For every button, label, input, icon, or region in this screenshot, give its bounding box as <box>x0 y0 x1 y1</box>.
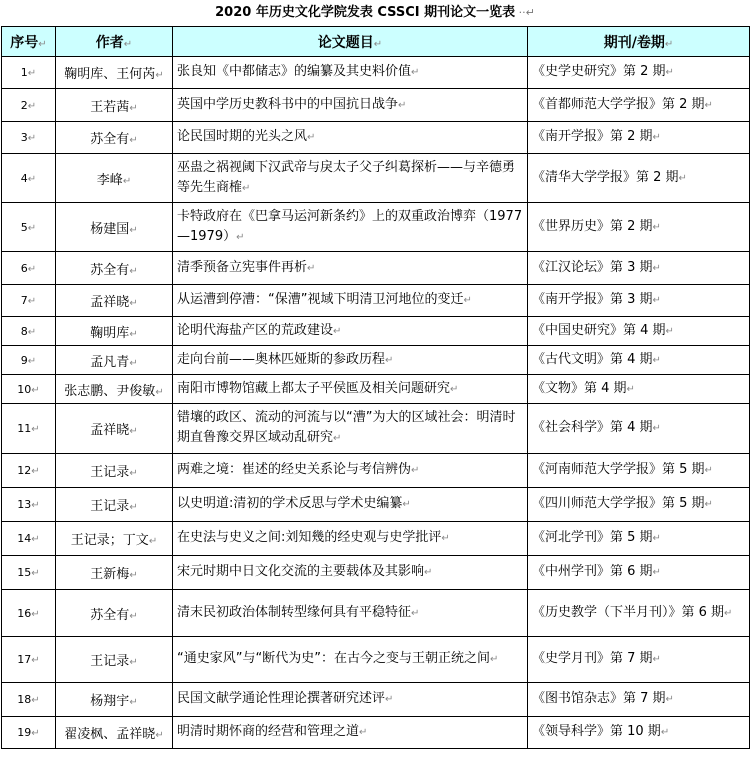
cell-journal: 《江汉论坛》第 3 期↵ <box>528 252 750 285</box>
table-title: 2020 年历史文化学院发表 CSSCI 期刊论文一览表 ··↵ <box>215 5 535 20</box>
table-row <box>2 683 750 717</box>
cell-title: 走向台前——奥林匹娅斯的参政历程↵ <box>173 346 528 375</box>
cell-title: 论民国时期的光头之风↵ <box>173 122 528 154</box>
cell-number: 10↵ <box>2 375 56 404</box>
cell-title: 清季预备立宪事件再析↵ <box>173 252 528 285</box>
cell-title: 以史明道:清初的学术反思与学术史编纂↵ <box>173 488 528 522</box>
table-row <box>2 375 750 404</box>
cell-journal: 《四川师范大学学报》第 5 期↵ <box>528 488 750 522</box>
cell-author: 鞠明库、王何芮↵ <box>56 57 173 89</box>
cell-number: 16↵ <box>2 590 56 637</box>
cell-journal: 《清华大学学报》第 2 期↵ <box>528 154 750 203</box>
cell-author: 王记录↵ <box>56 454 173 488</box>
cell-number: 7↵ <box>2 285 56 317</box>
table-row <box>2 522 750 556</box>
header-author: 作者↵ <box>56 27 173 57</box>
cell-number: 1↵ <box>2 57 56 89</box>
table-row <box>2 203 750 252</box>
cell-title: 南阳市博物馆藏上都太子平侯匜及相关问题研究↵ <box>173 375 528 404</box>
header-journal: 期刊/卷期↵ <box>528 27 750 57</box>
header-title: 论文题目↵ <box>173 27 528 57</box>
cell-title: 卡特政府在《巴拿马运河新条约》上的双重政治博弈（1977—1979）↵ <box>173 203 528 252</box>
table-row <box>2 57 750 89</box>
cell-title: 明清时期怀商的经营和管理之道↵ <box>173 717 528 749</box>
cell-author: 杨建国↵ <box>56 203 173 252</box>
cell-number: 19↵ <box>2 717 56 749</box>
paragraph-mark: ·· <box>515 6 526 19</box>
table-row <box>2 346 750 375</box>
table-row <box>2 637 750 683</box>
table-row <box>2 717 750 749</box>
cell-journal: 《史学月刊》第 7 期↵ <box>528 637 750 683</box>
cell-number: 3↵ <box>2 122 56 154</box>
header-row <box>2 27 750 57</box>
cell-author: 孟祥晓↵ <box>56 404 173 454</box>
cell-journal: 《南开学报》第 2 期↵ <box>528 122 750 154</box>
cell-number: 13↵ <box>2 488 56 522</box>
cell-title: 两难之境：崔述的经史关系论与考信辨伪↵ <box>173 454 528 488</box>
cell-journal: 《文物》第 4 期↵ <box>528 375 750 404</box>
cell-title: “通史家风”与“断代为史”：在古今之变与王朝正统之间↵ <box>173 637 528 683</box>
cell-number: 2↵ <box>2 89 56 122</box>
cell-journal: 《河南师范大学学报》第 5 期↵ <box>528 454 750 488</box>
cell-number: 17↵ <box>2 637 56 683</box>
cell-number: 4↵ <box>2 154 56 203</box>
cell-title: 宋元时期中日文化交流的主要载体及其影响↵ <box>173 556 528 590</box>
cell-journal: 《中州学刊》第 6 期↵ <box>528 556 750 590</box>
cell-author: 孟祥晓↵ <box>56 285 173 317</box>
cell-journal: 《社会科学》第 4 期↵ <box>528 404 750 454</box>
table-row <box>2 89 750 122</box>
table-row <box>2 154 750 203</box>
cell-author: 王记录↵ <box>56 637 173 683</box>
table-row <box>2 122 750 154</box>
cell-author: 苏全有↵ <box>56 590 173 637</box>
cell-author: 李峰↵ <box>56 154 173 203</box>
cell-author: 翟凌枫、孟祥晓↵ <box>56 717 173 749</box>
cell-journal: 《中国史研究》第 4 期↵ <box>528 317 750 346</box>
cell-title: 在史法与史义之间:刘知幾的经史观与史学批评↵ <box>173 522 528 556</box>
cell-author: 孟凡青↵ <box>56 346 173 375</box>
cell-author: 苏全有↵ <box>56 252 173 285</box>
cell-author: 王若茜↵ <box>56 89 173 122</box>
cell-title: 民国文献学通论性理论撰著研究述评↵ <box>173 683 528 717</box>
cell-journal: 《古代文明》第 4 期↵ <box>528 346 750 375</box>
cell-title: 错壤的政区、流动的河流与以“漕”为大的区域社会：明清时期直鲁豫交界区域动乱研究↵ <box>173 404 528 454</box>
header-no: 序号↵ <box>2 27 56 57</box>
table-row <box>2 590 750 637</box>
cell-number: 11↵ <box>2 404 56 454</box>
cell-title: 张良知《中都储志》的编纂及其史料价值↵ <box>173 57 528 89</box>
cell-journal: 《河北学刊》第 5 期↵ <box>528 522 750 556</box>
cell-title: 巫蛊之祸视阈下汉武帝与戾太子父子纠葛探析——与辛德勇等先生商榷↵ <box>173 154 528 203</box>
cell-journal: 《领导科学》第 10 期↵ <box>528 717 750 749</box>
cell-number: 8↵ <box>2 317 56 346</box>
cell-number: 14↵ <box>2 522 56 556</box>
cell-title: 英国中学历史教科书中的中国抗日战争↵ <box>173 89 528 122</box>
cell-journal: 《史学史研究》第 2 期↵ <box>528 57 750 89</box>
cell-title: 论明代海盐产区的荒政建设↵ <box>173 317 528 346</box>
cell-author: 苏全有↵ <box>56 122 173 154</box>
cell-journal: 《世界历史》第 2 期↵ <box>528 203 750 252</box>
table-row <box>2 252 750 285</box>
cell-number: 6↵ <box>2 252 56 285</box>
cell-author: 王记录↵ <box>56 488 173 522</box>
table-row <box>2 317 750 346</box>
cell-author: 杨翔宇↵ <box>56 683 173 717</box>
table-row <box>2 556 750 590</box>
cell-journal: 《首都师范大学学报》第 2 期↵ <box>528 89 750 122</box>
cell-journal: 《历史教学（下半月刊）》第 6 期↵ <box>528 590 750 637</box>
cell-journal: 《南开学报》第 3 期↵ <box>528 285 750 317</box>
cell-number: 18↵ <box>2 683 56 717</box>
cell-number: 9↵ <box>2 346 56 375</box>
cell-number: 15↵ <box>2 556 56 590</box>
cell-author: 王记录；丁文↵ <box>56 522 173 556</box>
table-row <box>2 488 750 522</box>
table-row <box>2 404 750 454</box>
cell-author: 王新梅↵ <box>56 556 173 590</box>
cell-journal: 《图书馆杂志》第 7 期↵ <box>528 683 750 717</box>
cell-author: 张志鹏、尹俊敏↵ <box>56 375 173 404</box>
table-row <box>2 454 750 488</box>
cell-title: 清末民初政治体制转型缘何具有平稳特征↵ <box>173 590 528 637</box>
cell-title: 从运漕到停漕：“保漕”视域下明清卫河地位的变迁↵ <box>173 285 528 317</box>
papers-table <box>1 26 750 749</box>
cell-number: 5↵ <box>2 203 56 252</box>
table-row <box>2 285 750 317</box>
cell-author: 鞠明库↵ <box>56 317 173 346</box>
cell-number: 12↵ <box>2 454 56 488</box>
